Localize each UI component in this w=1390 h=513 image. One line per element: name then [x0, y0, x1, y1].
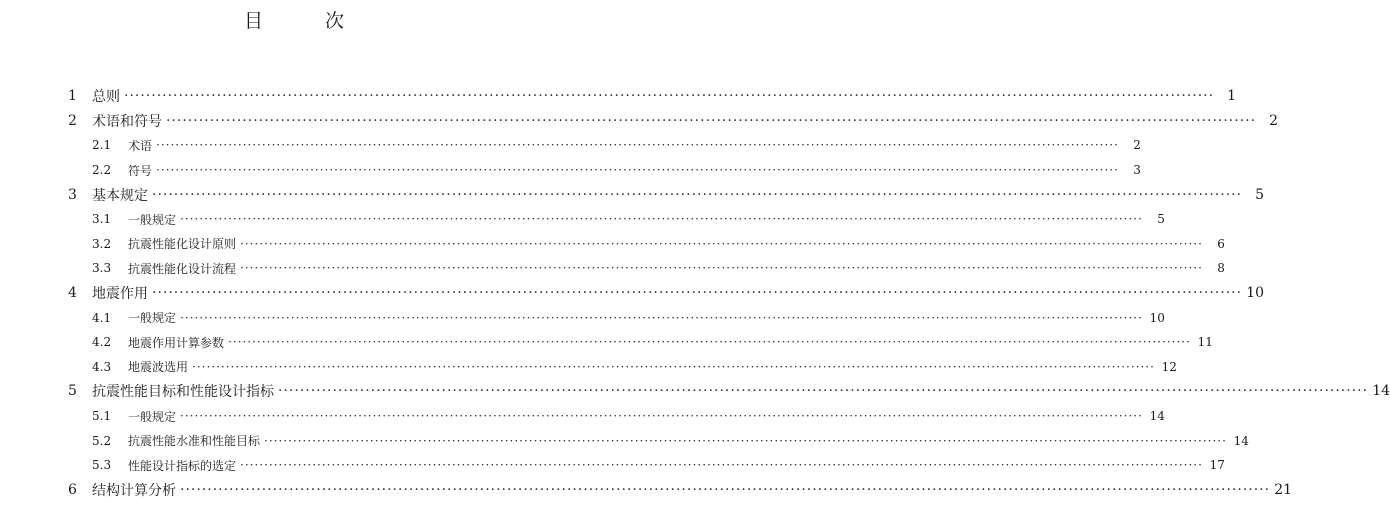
toc-entry-page-number: 6: [1217, 236, 1225, 251]
toc-section-entry[interactable]: [0, 207, 1165, 232]
toc-section-entry[interactable]: [0, 158, 1141, 183]
toc-entry-page-number: 14: [1372, 383, 1390, 400]
toc-entry-page-number: 5: [1157, 212, 1165, 227]
toc-section-entry[interactable]: [0, 428, 1249, 453]
dot-leader: ········································································································································································································: [156, 163, 1119, 178]
toc-section-entry[interactable]: [0, 453, 1225, 478]
toc-entry-page-number: 10: [1149, 310, 1165, 325]
toc-entry-number: 1: [68, 88, 77, 105]
toc-chapter-entry[interactable]: [0, 84, 1237, 109]
toc-entry-title: 符号: [128, 163, 153, 178]
toc-entry-page-number: 21: [1274, 481, 1293, 498]
dot-leader: ········································································································································································································: [124, 88, 1215, 105]
page-title: 目 次: [243, 10, 373, 32]
dot-leader: ········································································································································································································: [180, 409, 1143, 424]
toc-entry-title: 抗震性能化设计原则: [128, 237, 237, 252]
dot-leader: ········································································································································································································: [152, 186, 1243, 203]
toc-entry-number: 3.2: [92, 236, 112, 251]
toc-entry-number: 4.2: [92, 335, 112, 350]
toc-section-entry[interactable]: [0, 330, 1213, 355]
toc-entry-page-number: 1: [1227, 88, 1237, 105]
toc-entry-number: 5.2: [92, 433, 112, 448]
toc-chapter-entry[interactable]: [0, 281, 1265, 306]
toc-entry-title: 性能设计指标的选定: [128, 458, 237, 473]
toc-chapter-entry[interactable]: [0, 379, 1390, 404]
toc-entry-page-number: 8: [1217, 261, 1225, 276]
toc-entry-number: 2.2: [92, 163, 112, 178]
toc-entry-title: 一般规定: [128, 212, 177, 227]
toc-entry-number: 5: [68, 383, 77, 400]
dot-leader: ········································································································································································································: [240, 236, 1203, 251]
dot-leader: ········································································································································································································: [240, 458, 1203, 473]
toc-chapter-entry[interactable]: [0, 109, 1279, 134]
dot-leader: ········································································································································································································: [156, 138, 1119, 153]
dot-leader: ········································································································································································································: [228, 335, 1191, 350]
toc-entry-number: 2: [68, 112, 77, 129]
dot-leader: ········································································································································································································: [264, 433, 1227, 448]
toc-entry-page-number: 2: [1133, 138, 1141, 153]
toc-entry-number: 4.1: [92, 310, 112, 325]
toc-section-entry[interactable]: [0, 305, 1165, 330]
toc-entry-number: 6: [68, 481, 77, 498]
toc-entry-title: 地震作用计算参数: [128, 335, 225, 350]
dot-leader: ········································································································································································································: [152, 285, 1243, 302]
toc-section-entry[interactable]: [0, 232, 1225, 257]
toc-entry-title: 术语: [128, 138, 153, 153]
toc-entry-page-number: 12: [1161, 359, 1177, 374]
toc-entry-page-number: 14: [1149, 409, 1165, 424]
toc-entry-number: 3.1: [92, 212, 112, 227]
dot-leader: ········································································································································································································: [192, 359, 1155, 374]
toc-entry-page-number: 14: [1233, 433, 1249, 448]
toc-entry-title: 一般规定: [128, 311, 177, 326]
toc-entry-number: 5.1: [92, 409, 112, 424]
toc-entry-number: 4: [68, 285, 77, 302]
toc-entry-page-number: 11: [1197, 335, 1213, 350]
toc-entry-title: 地震波选用: [128, 360, 189, 375]
toc-entry-page-number: 10: [1246, 285, 1265, 302]
toc-entry-number: 3.3: [92, 261, 112, 276]
dot-leader: ········································································································································································································: [278, 383, 1369, 400]
toc-entry-number: 3: [68, 186, 77, 203]
toc-entry-page-number: 5: [1255, 186, 1265, 203]
toc-entry-title: 一般规定: [128, 409, 177, 424]
table-of-contents: [0, 84, 1390, 502]
toc-entry-number: 4.3: [92, 359, 112, 374]
toc-entry-title: 抗震性能水准和性能目标: [128, 434, 261, 449]
toc-entry-title: 术语和符号: [92, 113, 162, 130]
toc-entry-title: 总则: [92, 89, 120, 106]
toc-entry-number: 2.1: [92, 138, 112, 153]
toc-entry-title: 基本规定: [92, 187, 148, 204]
dot-leader: ········································································································································································································: [166, 112, 1257, 129]
toc-entry-page-number: 17: [1209, 458, 1225, 473]
dot-leader: ········································································································································································································: [240, 261, 1203, 276]
toc-chapter-entry[interactable]: [0, 182, 1265, 207]
toc-chapter-entry[interactable]: [0, 478, 1293, 503]
dot-leader: ········································································································································································································: [180, 212, 1143, 227]
toc-section-entry[interactable]: [0, 404, 1165, 429]
toc-entry-page-number: 3: [1133, 163, 1141, 178]
toc-entry-page-number: 2: [1269, 112, 1279, 129]
toc-entry-number: 5.3: [92, 458, 112, 473]
toc-section-entry[interactable]: [0, 256, 1225, 281]
dot-leader: ········································································································································································································: [180, 310, 1143, 325]
toc-entry-title: 抗震性能目标和性能设计指标: [92, 384, 274, 401]
toc-entry-title: 抗震性能化设计流程: [128, 261, 237, 276]
toc-section-entry[interactable]: [0, 133, 1141, 158]
toc-entry-title: 结构计算分析: [92, 482, 176, 499]
dot-leader: ········································································································································································································: [180, 481, 1271, 498]
toc-section-entry[interactable]: [0, 355, 1177, 380]
toc-entry-title: 地震作用: [92, 286, 148, 303]
